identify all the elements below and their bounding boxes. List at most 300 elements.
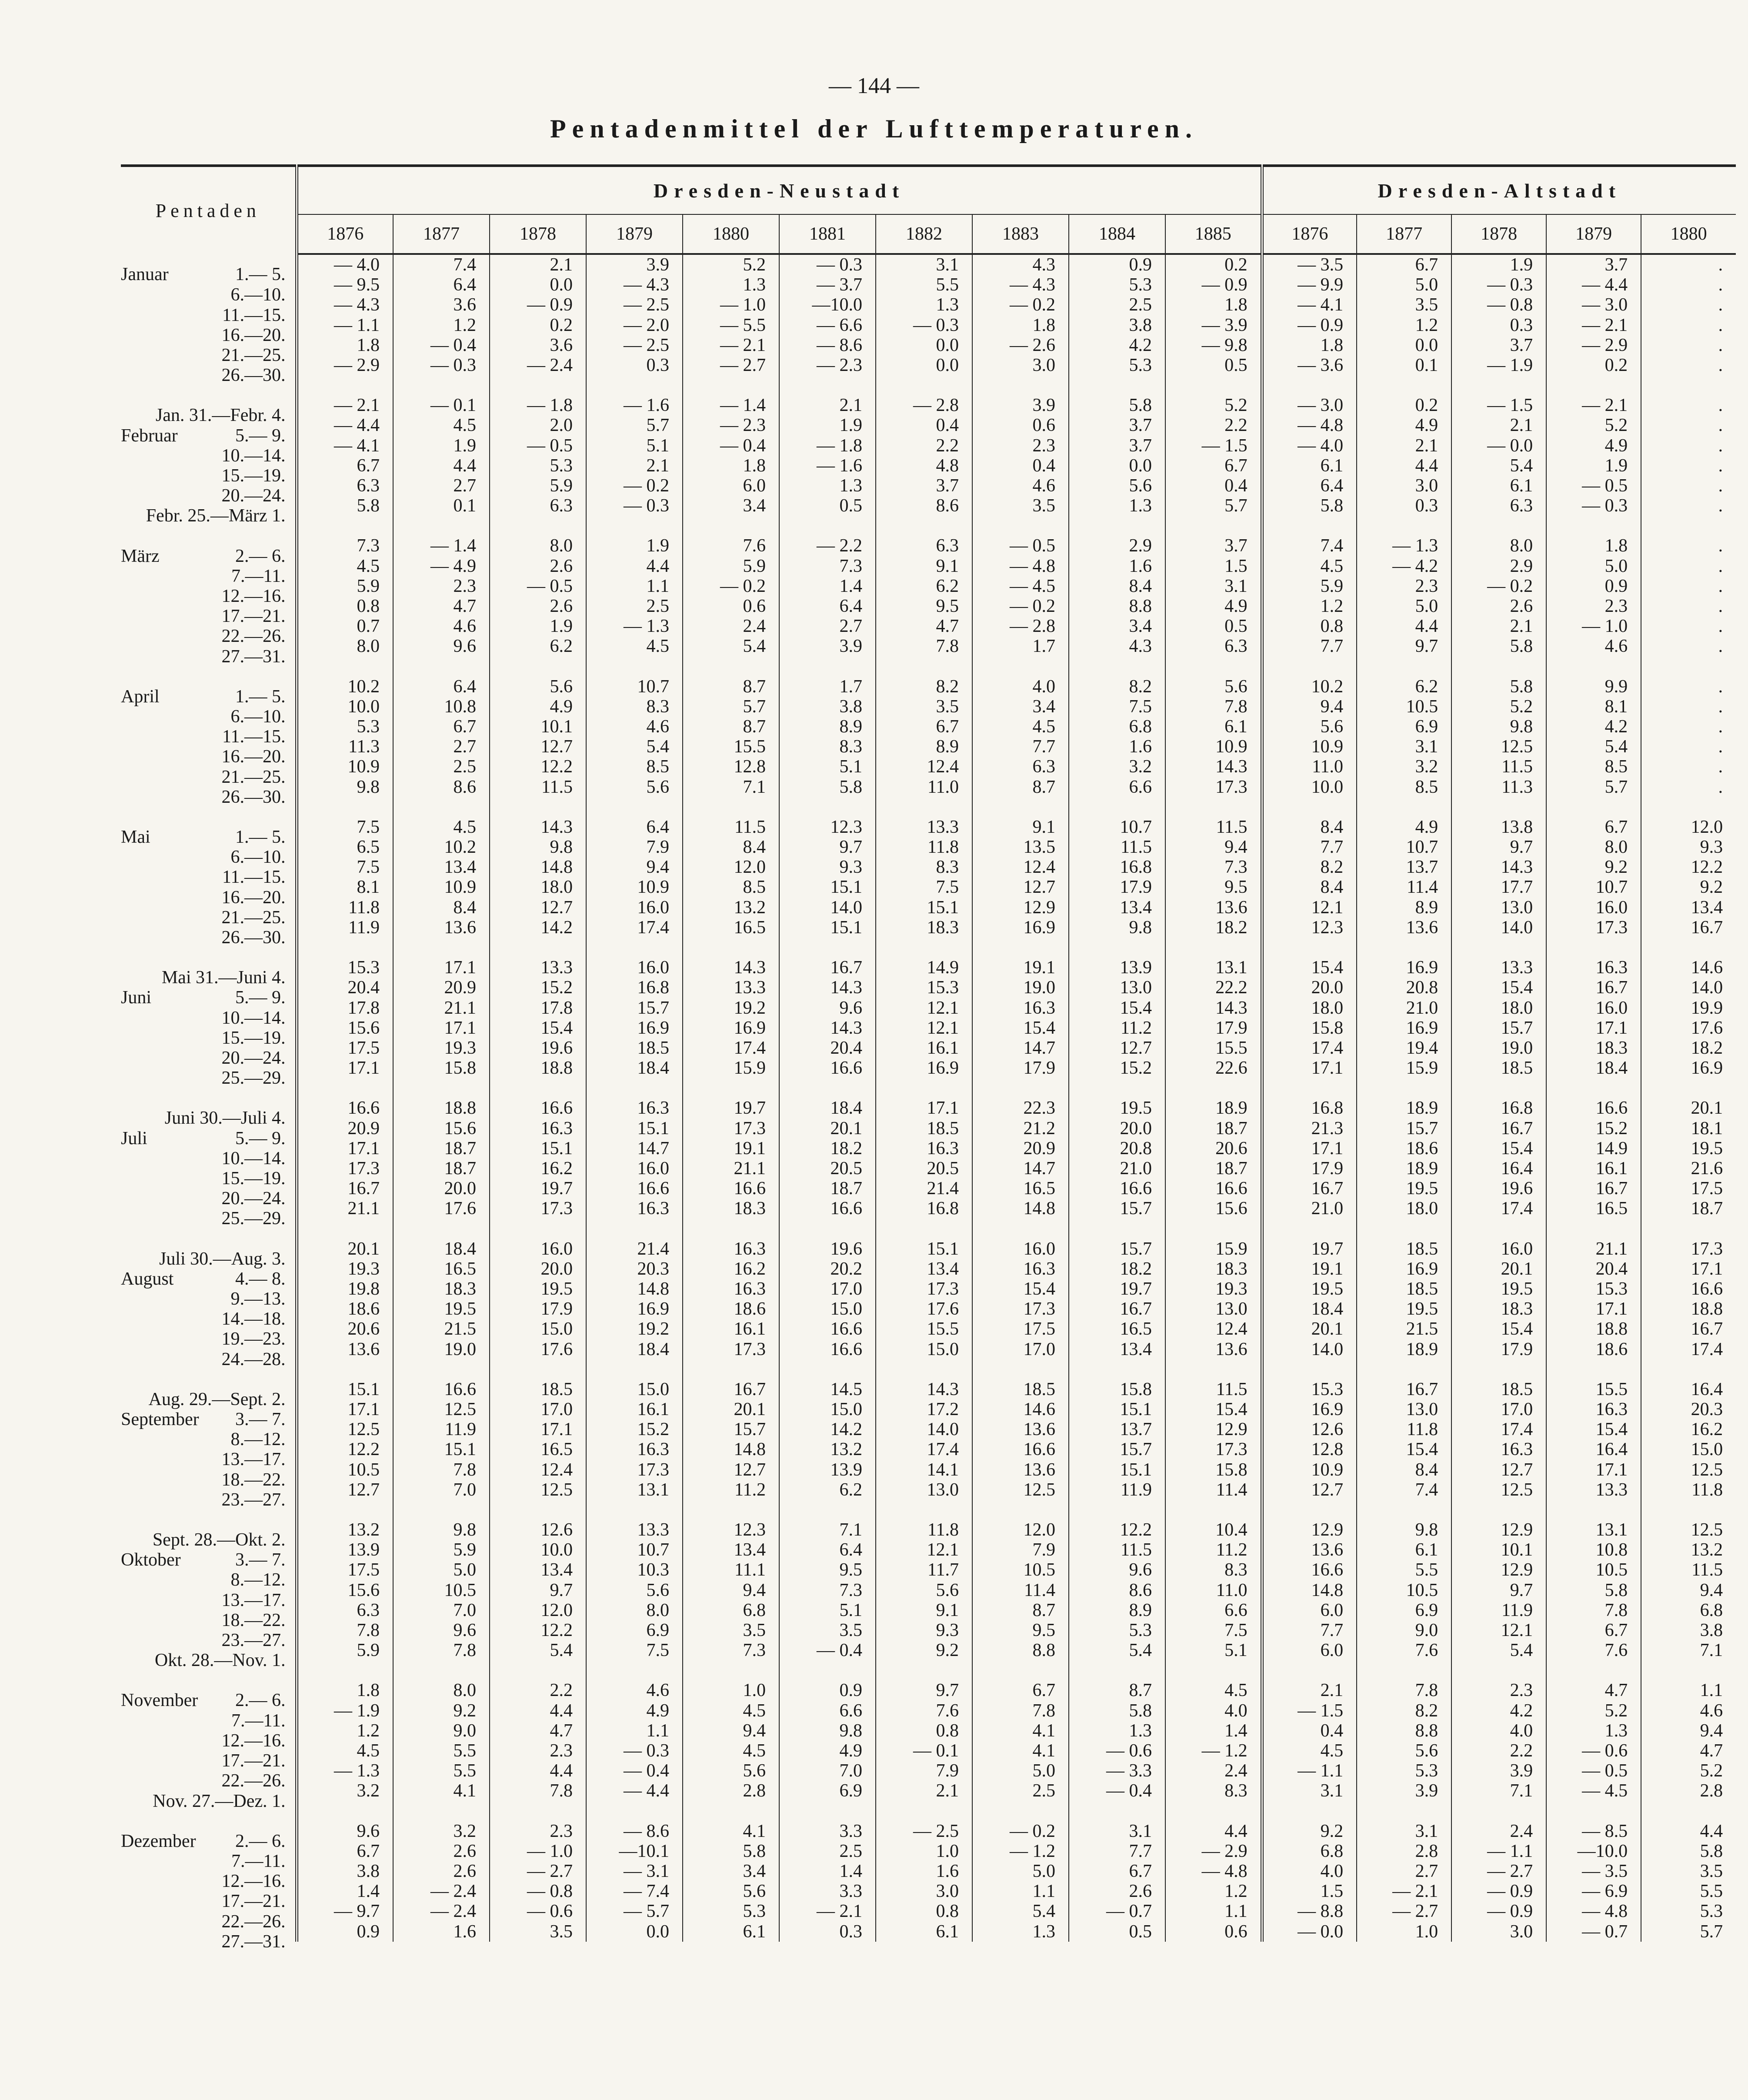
value-neustadt: 13.3 [876,817,972,837]
value-altstadt: 4.4 [1357,616,1451,636]
value-neustadt: 5.9 [683,556,779,576]
value-neustadt: 3.7 [876,476,972,496]
value-neustadt: 0.4 [1165,476,1262,496]
value-neustadt: 4.4 [586,556,683,576]
value-neustadt: 2.6 [393,1841,490,1861]
value-altstadt: 8.2 [1262,857,1357,877]
value-neustadt: 9.4 [586,857,683,877]
value-neustadt: 3.0 [972,355,1069,375]
pentade-label [121,1399,297,1430]
value-altstadt: 1.1 [1641,1680,1736,1700]
value-neustadt: — 3.3 [1069,1761,1165,1781]
value-neustadt: 15.0 [876,1339,972,1359]
value-neustadt: — 3.9 [1165,315,1262,335]
value-altstadt: 16.7 [1451,1118,1546,1138]
pentade-label [121,335,297,365]
value-altstadt: 3.5 [1357,295,1451,315]
month-gap [121,938,1736,958]
value-altstadt: 9.7 [1451,837,1546,857]
pentade-range: 7.—11. [231,566,286,586]
value-neustadt: 18.7 [1165,1159,1262,1179]
pentade-label [121,1480,297,1510]
value-neustadt: 1.1 [972,1881,1069,1901]
value-neustadt: 16.3 [490,1118,586,1138]
value-neustadt: — 4.1 [297,436,393,456]
value-neustadt: — 0.3 [393,355,490,375]
table-row [121,1560,1736,1580]
value-neustadt: 7.0 [779,1761,876,1781]
value-neustadt: — 0.9 [490,295,586,315]
value-neustadt: — 0.3 [779,254,876,275]
value-neustadt: — 1.0 [490,1841,586,1861]
value-altstadt: 8.5 [1546,757,1641,777]
value-altstadt: 17.0 [1451,1399,1546,1419]
value-neustadt: 4.1 [972,1741,1069,1761]
value-neustadt: 12.4 [972,857,1069,877]
value-neustadt: 10.0 [297,697,393,717]
pentade-label [121,1038,297,1068]
table-row [121,1600,1736,1620]
value-neustadt: 5.8 [1069,395,1165,415]
value-neustadt: 6.8 [683,1600,779,1620]
value-altstadt: 12.5 [1641,1520,1736,1540]
value-neustadt: 15.4 [490,1018,586,1038]
pentade-range: 17.—21. [221,1891,286,1912]
value-neustadt: 16.0 [586,898,683,918]
value-altstadt: 19.1 [1262,1259,1357,1279]
pentade-label [121,1560,297,1590]
value-neustadt: 17.1 [876,1098,972,1118]
value-altstadt: — 0.3 [1546,496,1641,516]
value-altstadt: 8.8 [1357,1721,1451,1741]
value-altstadt: — 6.9 [1546,1881,1641,1901]
value-neustadt: 1.2 [297,1721,393,1741]
value-neustadt: — 0.4 [586,1761,683,1781]
value-altstadt: 4.9 [1357,817,1451,837]
value-neustadt: 5.9 [393,1540,490,1560]
value-neustadt: 8.7 [1069,1680,1165,1700]
value-neustadt: 17.0 [972,1339,1069,1359]
pentade-label [121,697,297,727]
value-neustadt: 13.4 [1069,1339,1165,1359]
value-altstadt: 17.1 [1546,1299,1641,1319]
value-altstadt: . [1641,737,1736,757]
value-neustadt: 20.2 [779,1259,876,1279]
table-row [121,677,1736,697]
value-neustadt: 4.3 [972,254,1069,275]
value-neustadt: 20.9 [393,978,490,998]
value-altstadt: 6.8 [1641,1600,1736,1620]
pentade-label [121,737,297,767]
value-neustadt: 1.3 [779,476,876,496]
value-neustadt: — 4.3 [297,295,393,315]
value-altstadt: 7.1 [1641,1640,1736,1660]
value-altstadt: 2.1 [1451,415,1546,435]
pentade-label [121,777,297,807]
value-neustadt: 7.6 [683,536,779,556]
value-altstadt: 7.7 [1262,1620,1357,1640]
value-neustadt: 18.5 [586,1038,683,1058]
value-neustadt: 14.6 [972,1399,1069,1419]
value-neustadt: 0.6 [972,415,1069,435]
value-neustadt: 14.8 [683,1439,779,1459]
value-altstadt: . [1641,275,1736,295]
value-neustadt: 14.8 [972,1199,1069,1219]
month-label: Sept. 28.—Okt. 2. [152,1530,286,1550]
value-neustadt: 7.9 [586,837,683,857]
value-altstadt: 10.9 [1262,737,1357,757]
value-neustadt: 3.5 [779,1620,876,1640]
value-neustadt: 16.3 [683,1279,779,1299]
value-neustadt: 18.4 [586,1058,683,1078]
value-altstadt: 19.5 [1262,1279,1357,1299]
table-row [121,415,1736,435]
value-neustadt: — 0.1 [876,1741,972,1761]
value-neustadt: — 1.2 [1165,1741,1262,1761]
value-altstadt: 14.9 [1546,1138,1641,1159]
value-altstadt: 21.1 [1546,1239,1641,1259]
value-neustadt: 18.7 [779,1179,876,1199]
pentade-range: 1.— 5. [235,686,286,707]
value-neustadt: — 2.2 [779,536,876,556]
value-altstadt: 20.1 [1451,1259,1546,1279]
pentade-label [121,1901,297,1932]
value-neustadt: 6.3 [297,476,393,496]
value-neustadt: 3.5 [876,697,972,717]
value-neustadt: 0.5 [1165,355,1262,375]
value-altstadt: 16.9 [1357,1259,1451,1279]
value-neustadt: 12.8 [683,757,779,777]
value-altstadt: 12.6 [1262,1419,1357,1439]
value-neustadt: 15.1 [393,1439,490,1459]
value-neustadt: 12.7 [1069,1038,1165,1058]
month-gap [121,1219,1736,1239]
value-neustadt: 16.0 [586,958,683,978]
table-row [121,636,1736,656]
value-neustadt: — 0.2 [683,576,779,596]
pentade-label [121,1841,297,1871]
value-neustadt: 4.7 [876,616,972,636]
value-neustadt: 16.5 [393,1259,490,1279]
value-neustadt: 15.2 [1069,1058,1165,1078]
value-altstadt: 18.5 [1451,1379,1546,1399]
value-neustadt: 7.5 [1165,1620,1262,1640]
value-neustadt: 16.8 [1069,857,1165,877]
pentade-range: 20.—24. [221,486,286,506]
value-neustadt: 15.1 [779,918,876,938]
pentade-label [121,415,297,446]
value-neustadt: 5.0 [393,1560,490,1580]
value-neustadt: 15.7 [586,998,683,1018]
value-neustadt: 8.3 [1165,1560,1262,1580]
value-altstadt: 0.2 [1357,395,1451,415]
table-row [121,1540,1736,1560]
value-neustadt: 5.6 [683,1761,779,1781]
table-row [121,355,1736,375]
value-neustadt: 13.1 [1165,958,1262,978]
value-neustadt: 20.6 [297,1319,393,1339]
table-row [121,697,1736,717]
value-altstadt: 6.0 [1262,1640,1357,1660]
value-neustadt: 5.5 [876,275,972,295]
value-altstadt: 13.2 [1641,1540,1736,1560]
pentade-label [121,978,297,1008]
value-altstadt: 4.0 [1262,1861,1357,1881]
value-neustadt: 12.7 [490,737,586,757]
value-neustadt: 20.9 [297,1118,393,1138]
year-header-neustadt: 1883 [972,214,1069,254]
table-row [121,1279,1736,1299]
header-dresden-altstadt: Dresden-Altstadt [1262,166,1736,214]
pentade-label [121,315,297,345]
value-altstadt: 12.5 [1451,1480,1546,1500]
value-neustadt: — 2.4 [490,355,586,375]
value-neustadt: — 0.2 [972,1821,1069,1841]
value-altstadt: 5.8 [1641,1841,1736,1861]
value-altstadt: — 3.5 [1262,254,1357,275]
value-neustadt: 15.8 [1165,1460,1262,1480]
year-header-neustadt: 1880 [683,214,779,254]
value-neustadt: — 2.5 [876,1821,972,1841]
year-header-altstadt: 1879 [1546,214,1641,254]
value-neustadt: 7.4 [393,254,490,275]
value-neustadt: 2.5 [972,1781,1069,1801]
value-altstadt: 21.5 [1357,1319,1451,1339]
value-neustadt: 15.7 [683,1419,779,1439]
value-neustadt: 15.5 [683,737,779,757]
pentade-range: 12.—16. [221,586,286,606]
value-neustadt: 8.1 [297,877,393,897]
value-neustadt: 5.4 [490,1640,586,1660]
value-altstadt: — 0.2 [1451,576,1546,596]
value-neustadt: 13.6 [1165,898,1262,918]
value-neustadt: 18.3 [1165,1259,1262,1279]
value-altstadt: 7.8 [1546,1600,1641,1620]
value-neustadt: 5.3 [1069,1620,1165,1640]
value-altstadt: — 0.7 [1546,1922,1641,1942]
value-neustadt: 12.2 [490,1620,586,1640]
value-neustadt: 6.1 [683,1922,779,1942]
value-neustadt: 2.5 [393,757,490,777]
pentade-range: 21.—25. [221,345,286,365]
value-neustadt: 0.0 [490,275,586,295]
value-neustadt: 4.1 [972,1721,1069,1741]
value-neustadt: 17.8 [490,998,586,1018]
pentade-range: 5.— 9. [235,988,286,1008]
value-neustadt: 19.2 [683,998,779,1018]
value-neustadt: 13.3 [490,958,586,978]
value-neustadt: — 2.9 [1165,1841,1262,1861]
value-altstadt: 1.2 [1357,315,1451,335]
value-altstadt: 3.0 [1451,1922,1546,1942]
pentade-label [121,1419,297,1450]
value-neustadt: 17.3 [876,1279,972,1299]
value-neustadt: 13.4 [683,1540,779,1560]
value-neustadt: 2.7 [779,616,876,636]
value-neustadt: 11.5 [490,777,586,797]
value-neustadt: — 0.4 [683,436,779,456]
value-neustadt: 15.6 [1165,1199,1262,1219]
pentade-label [121,1741,297,1771]
value-altstadt: 7.4 [1357,1480,1451,1500]
value-neustadt: 6.8 [1069,717,1165,737]
pentade-range: 13.—17. [221,1449,286,1470]
value-altstadt: 12.1 [1262,898,1357,918]
value-neustadt: 2.5 [1069,295,1165,315]
value-altstadt: 15.2 [1546,1118,1641,1138]
value-altstadt: 10.5 [1546,1560,1641,1580]
value-neustadt: 5.9 [297,576,393,596]
value-neustadt: 9.3 [876,1620,972,1640]
value-neustadt: 11.8 [876,1520,972,1540]
value-altstadt: — 0.9 [1451,1901,1546,1921]
value-neustadt: 19.7 [1069,1279,1165,1299]
value-altstadt: 15.4 [1357,1439,1451,1459]
value-neustadt: 8.3 [779,737,876,757]
pentade-label [121,1620,297,1651]
month-label: November [121,1690,198,1711]
value-neustadt: — 2.7 [490,1861,586,1881]
month-label: April [121,686,160,707]
value-altstadt: 16.6 [1546,1098,1641,1118]
value-neustadt: 7.3 [1165,857,1262,877]
value-neustadt: 17.0 [490,1399,586,1419]
value-neustadt: 8.5 [683,877,779,897]
value-neustadt: 10.9 [1165,737,1262,757]
value-neustadt: — 9.7 [297,1901,393,1921]
value-altstadt: 15.4 [1451,1138,1546,1159]
value-neustadt: 11.2 [1069,1018,1165,1038]
value-neustadt: 9.8 [1069,918,1165,938]
pentade-range: 18.—22. [221,1469,286,1490]
value-altstadt: 18.1 [1641,1118,1736,1138]
value-altstadt: 21.3 [1262,1118,1357,1138]
value-neustadt: 16.6 [1069,1179,1165,1199]
value-neustadt: 4.9 [779,1741,876,1761]
value-neustadt: — 2.4 [393,1881,490,1901]
table-row [121,1640,1736,1660]
value-altstadt: 3.8 [1641,1620,1736,1640]
month-label: Dezember [121,1831,196,1851]
value-neustadt: 15.1 [490,1138,586,1159]
month-gap [121,1359,1736,1379]
value-altstadt: 6.9 [1357,1600,1451,1620]
value-neustadt: 16.6 [779,1319,876,1339]
month-label: Nov. 27.—Dez. 1. [153,1791,286,1811]
month-label: Okt. 28.—Nov. 1. [154,1650,286,1671]
value-neustadt: — 1.8 [490,395,586,415]
value-neustadt: 14.8 [490,857,586,877]
value-neustadt: 9.1 [972,817,1069,837]
value-altstadt: 13.3 [1546,1480,1641,1500]
value-neustadt: — 8.6 [779,335,876,355]
value-neustadt: 15.1 [297,1379,393,1399]
pentade-label [121,1138,297,1169]
value-neustadt: 4.6 [972,476,1069,496]
value-neustadt: 15.8 [1069,1379,1165,1399]
value-altstadt: 12.9 [1451,1520,1546,1540]
value-altstadt: 18.5 [1357,1279,1451,1299]
table-row [121,1379,1736,1399]
value-neustadt: 14.3 [779,1018,876,1038]
value-neustadt: 6.4 [779,596,876,616]
pentade-label [121,837,297,868]
value-neustadt: 1.9 [779,415,876,435]
value-neustadt: 4.7 [490,1721,586,1741]
table-row [121,1159,1736,1179]
value-altstadt: 15.5 [1546,1379,1641,1399]
value-neustadt: 20.0 [393,1179,490,1199]
value-neustadt: 18.3 [393,1279,490,1299]
value-neustadt: 18.5 [876,1118,972,1138]
value-altstadt: 13.1 [1546,1520,1641,1540]
pentade-range: 23.—27. [221,1630,286,1651]
value-neustadt: 11.4 [972,1580,1069,1600]
value-neustadt: 1.3 [876,295,972,315]
value-altstadt: 13.0 [1357,1399,1451,1419]
value-altstadt: 2.3 [1546,596,1641,616]
pentade-range: 24.—28. [221,1349,286,1369]
value-neustadt: 12.7 [972,877,1069,897]
value-neustadt: 4.6 [586,717,683,737]
value-neustadt: 5.8 [1069,1701,1165,1721]
value-altstadt: 4.2 [1546,717,1641,737]
page-number: — 144 — [829,73,919,98]
pentade-range: 12.—16. [221,1730,286,1751]
value-neustadt: 9.5 [876,596,972,616]
value-neustadt: — 0.6 [490,1901,586,1921]
value-altstadt: — 2.1 [1546,395,1641,415]
value-neustadt: 3.1 [876,254,972,275]
value-neustadt: 20.4 [779,1038,876,1058]
value-altstadt: 16.8 [1451,1098,1546,1118]
table-row [121,1138,1736,1159]
value-altstadt: 8.1 [1546,697,1641,717]
value-altstadt: 2.1 [1451,616,1546,636]
pentade-range: 26.—30. [221,365,286,386]
table-row [121,1781,1736,1801]
value-neustadt: 19.3 [1165,1279,1262,1299]
value-altstadt: 20.3 [1641,1399,1736,1419]
value-neustadt: — 1.4 [393,536,490,556]
value-neustadt: 21.0 [1069,1159,1165,1179]
value-neustadt: — 1.6 [586,395,683,415]
value-altstadt: 8.4 [1262,817,1357,837]
value-neustadt: 9.5 [1165,877,1262,897]
value-altstadt: 9.2 [1262,1821,1357,1841]
value-neustadt: 14.3 [779,978,876,998]
value-neustadt: 2.5 [586,596,683,616]
value-neustadt: 1.9 [586,536,683,556]
value-altstadt: 3.0 [1357,476,1451,496]
value-neustadt: 4.6 [586,1680,683,1700]
value-altstadt: 14.8 [1262,1580,1357,1600]
value-neustadt: 1.6 [1069,737,1165,757]
value-neustadt: 17.9 [1069,877,1165,897]
value-neustadt: 3.7 [1165,536,1262,556]
value-neustadt: 4.0 [972,677,1069,697]
value-neustadt: 13.0 [1069,978,1165,998]
value-neustadt: 5.6 [1165,677,1262,697]
value-altstadt: 16.2 [1641,1419,1736,1439]
table-row [121,998,1736,1018]
value-altstadt: 4.9 [1357,415,1451,435]
value-altstadt: 17.7 [1451,877,1546,897]
value-neustadt: 10.9 [393,877,490,897]
value-altstadt: 0.9 [1546,576,1641,596]
value-altstadt: 16.7 [1262,1179,1357,1199]
value-altstadt: 2.2 [1451,1741,1546,1761]
